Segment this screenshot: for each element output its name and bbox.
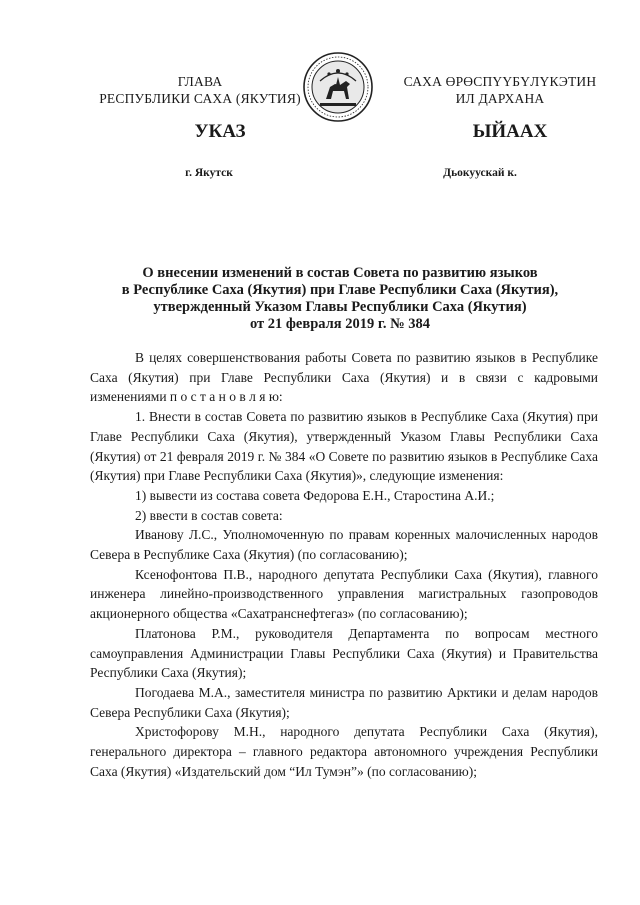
member-entry: Платонова Р.М., руководителя Департамента по вопросам местного самоуправления Администрации Главы Республики Саха (Якутия) и Правительства Республики Саха (Якутия);	[90, 625, 598, 681]
issuer-line-1-sakha: САХА ӨРӨСПҮҮБҮЛҮКЭТИН	[403, 74, 597, 89]
coat-of-arms-emblem	[302, 51, 374, 123]
member-entry: Иванову Л.С., Уполномоченную по правам коренных малочисленных народов Севера в Республике Саха (Якутия) (по согласованию);	[90, 527, 598, 563]
title-line: утвержденный Указом Главы Республики Саха (Якутия)	[153, 299, 527, 315]
document-title	[90, 265, 590, 333]
member-entry: Ксенофонтова П.В., народного депутата Республики Саха (Якутия), главного инженера линейно-производственного управления магистральных газопроводов акционерного общества «Сахатранснефтегаз» (по согласованию);	[90, 566, 598, 622]
title-line: в Республике Саха (Якутия) при Главе Республики Саха (Якутия),	[121, 282, 559, 298]
subclause-1-paragraph: 1) вывести из состава совета Федорова Е.Н., Старостина А.И.;	[135, 487, 495, 503]
title-line: от 21 февраля 2019 г. № 384	[249, 316, 431, 332]
clause-1-paragraph: 1. Внести в состав Совета по развитию языков в Республике Саха (Якутия) при Главе Республики Саха (Якутия), утвержденный Указом Главы Республики Саха (Якутия) от 21 февраля 2019 г. № 384 «О Совете по развитию языков в Республике Саха (Якутия) при Главе Республики Саха (Якутия)», следующие изменения:	[90, 409, 598, 484]
issuer-block-russian	[80, 73, 320, 107]
member-entry: Христофорову М.Н., народного депутата Республики Саха (Якутия), генерального директора – главного редактора автономного учреждения Республики Саха (Якутия) «Издательский дом “Ил Тумэн”» (по согласованию);	[90, 724, 598, 779]
issuer-block-sakha	[390, 73, 610, 107]
place-russian: г. Якутск	[185, 167, 233, 179]
preamble-paragraph: В целях совершенствования работы Совета по развитию языков в Республике Саха (Якутия) при Главе Республики Саха (Якутия) и в связи с кадровыми изменениями п о с т а н о в л я ю:	[90, 350, 598, 405]
issuer-line-1: ГЛАВА	[177, 74, 223, 89]
issuer-line-2-sakha: ИЛ ДАРХАНА	[455, 91, 545, 106]
document-type-sakha: ЫЙААХ	[472, 121, 548, 142]
subclause-2-paragraph: 2) ввести в состав совета:	[135, 507, 283, 523]
title-line: О внесении изменений в состав Совета по развитию языков	[142, 265, 538, 281]
place-sakha: Дьокуускай к.	[443, 167, 517, 179]
document-type-russian: УКАЗ	[194, 121, 246, 142]
issuer-line-2: РЕСПУБЛИКИ САХА (ЯКУТИЯ)	[99, 91, 301, 106]
member-entry: Погодаева М.А., заместителя министра по развитию Арктики и делам народов Севера Республики Саха (Якутия);	[90, 684, 598, 720]
document-body	[90, 348, 598, 781]
